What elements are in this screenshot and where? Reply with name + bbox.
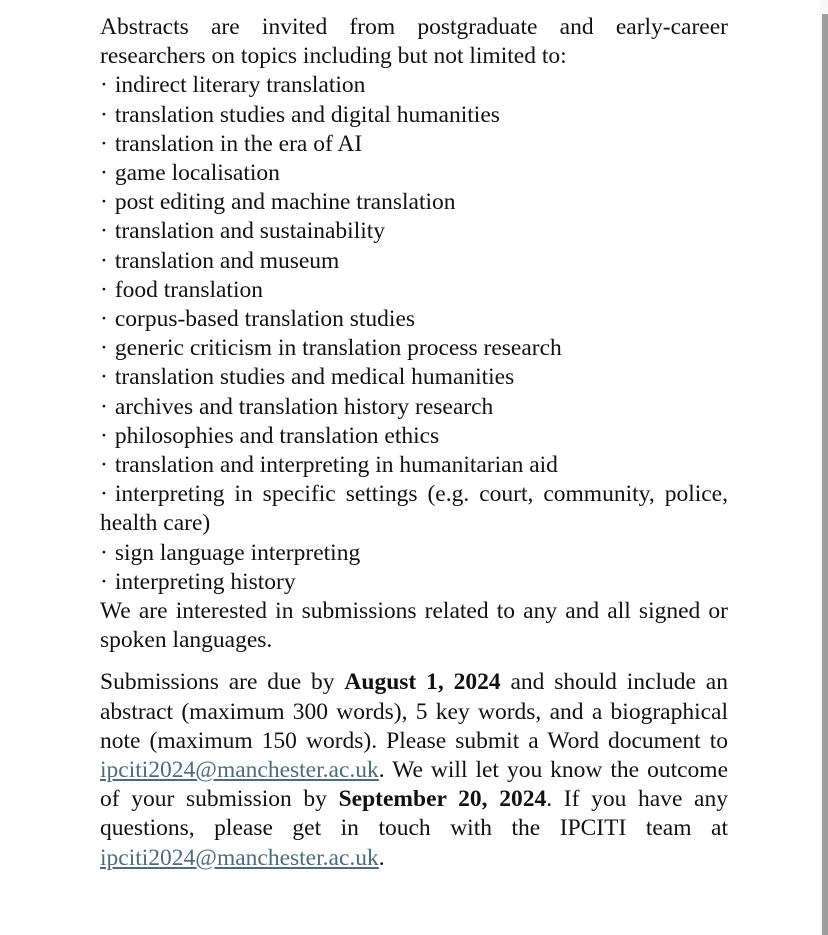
submission-text-4: . If you have any questions, please get in touch with the IPCITI team at — [100, 786, 728, 842]
due-date: August 1, 2024 — [344, 669, 501, 696]
topic-label: philosophies and translation ethics — [114, 422, 440, 449]
topic-item — [100, 539, 728, 568]
bullet-icon: · — [100, 539, 108, 566]
topic-label: generic criticism in translation process research — [114, 335, 562, 362]
bullet-icon: · — [100, 189, 108, 216]
bullet-icon: · — [100, 335, 108, 362]
bullet-icon: · — [100, 364, 108, 391]
article-body — [100, 13, 728, 873]
submission-email-link[interactable]: ipciti2024@manchester.ac.uk — [100, 757, 379, 784]
topic-item — [100, 393, 728, 422]
topic-label: translation and interpreting in humanitarian aid — [114, 452, 558, 479]
intro-paragraph: Abstracts are invited from postgraduate and early-career researchers on topics including but not limited to: — [100, 14, 728, 70]
submission-text-2: and should include an abstract (maximum 300 words), 5 key words, and a biographical note (maximum 150 words). Please submit a Word document to — [100, 669, 728, 754]
bullet-icon: · — [100, 276, 108, 303]
topic-item — [100, 334, 728, 363]
topic-label: food translation — [114, 276, 263, 303]
topic-item — [100, 217, 728, 246]
topic-item — [100, 305, 728, 334]
outcome-date: September 20, 2024 — [338, 786, 547, 813]
topic-label: translation studies and digital humanities — [114, 101, 500, 128]
topic-label: interpreting in specific settings (e.g. court, community, police, health care) — [100, 481, 728, 537]
topic-label: archives and translation history research — [114, 393, 494, 420]
submission-paragraph — [100, 668, 728, 872]
topic-label: translation in the era of AI — [114, 130, 363, 157]
bullet-icon: · — [100, 568, 108, 595]
languages-note: We are interested in submissions related to any and all signed or spoken languages. — [100, 598, 728, 654]
topic-item — [100, 276, 728, 305]
topic-label: translation and museum — [114, 247, 340, 274]
bullet-icon: · — [100, 481, 108, 508]
topic-item — [100, 159, 728, 188]
bullet-icon: · — [100, 452, 108, 479]
topic-label: translation and sustainability — [114, 218, 386, 245]
topic-item — [100, 101, 728, 130]
submission-text-5: . — [378, 844, 385, 871]
topic-label: post editing and machine translation — [114, 189, 456, 216]
bullet-icon: · — [100, 130, 108, 157]
bullet-icon: · — [100, 247, 108, 274]
topic-label: corpus-based translation studies — [114, 306, 416, 333]
topic-item — [100, 188, 728, 217]
bullet-icon: · — [100, 218, 108, 245]
topic-item — [100, 363, 728, 392]
topic-label: indirect literary translation — [114, 72, 366, 99]
topic-label: game localisation — [114, 160, 280, 187]
submission-text-3: . We will let you know the outcome of your submission by — [100, 757, 728, 813]
topic-label: translation studies and medical humanities — [114, 364, 515, 391]
bullet-icon: · — [100, 393, 108, 420]
topic-item — [100, 480, 728, 538]
topic-item — [100, 568, 728, 597]
topic-item — [100, 422, 728, 451]
submission-text-1: Submissions are due by — [100, 669, 345, 696]
bullet-icon: · — [100, 101, 108, 128]
topic-item — [100, 71, 728, 100]
topic-item — [100, 451, 728, 480]
scrollbar-thumb[interactable] — [822, 14, 828, 935]
bullet-icon: · — [100, 306, 108, 333]
topic-item — [100, 247, 728, 276]
topic-item — [100, 130, 728, 159]
topic-list — [100, 71, 728, 597]
bullet-icon: · — [100, 72, 108, 99]
topic-label: interpreting history — [114, 568, 296, 595]
contact-email-link[interactable]: ipciti2024@manchester.ac.uk — [100, 844, 379, 871]
bullet-icon: · — [100, 422, 108, 449]
topic-label: sign language interpreting — [114, 539, 361, 566]
bullet-icon: · — [100, 160, 108, 187]
